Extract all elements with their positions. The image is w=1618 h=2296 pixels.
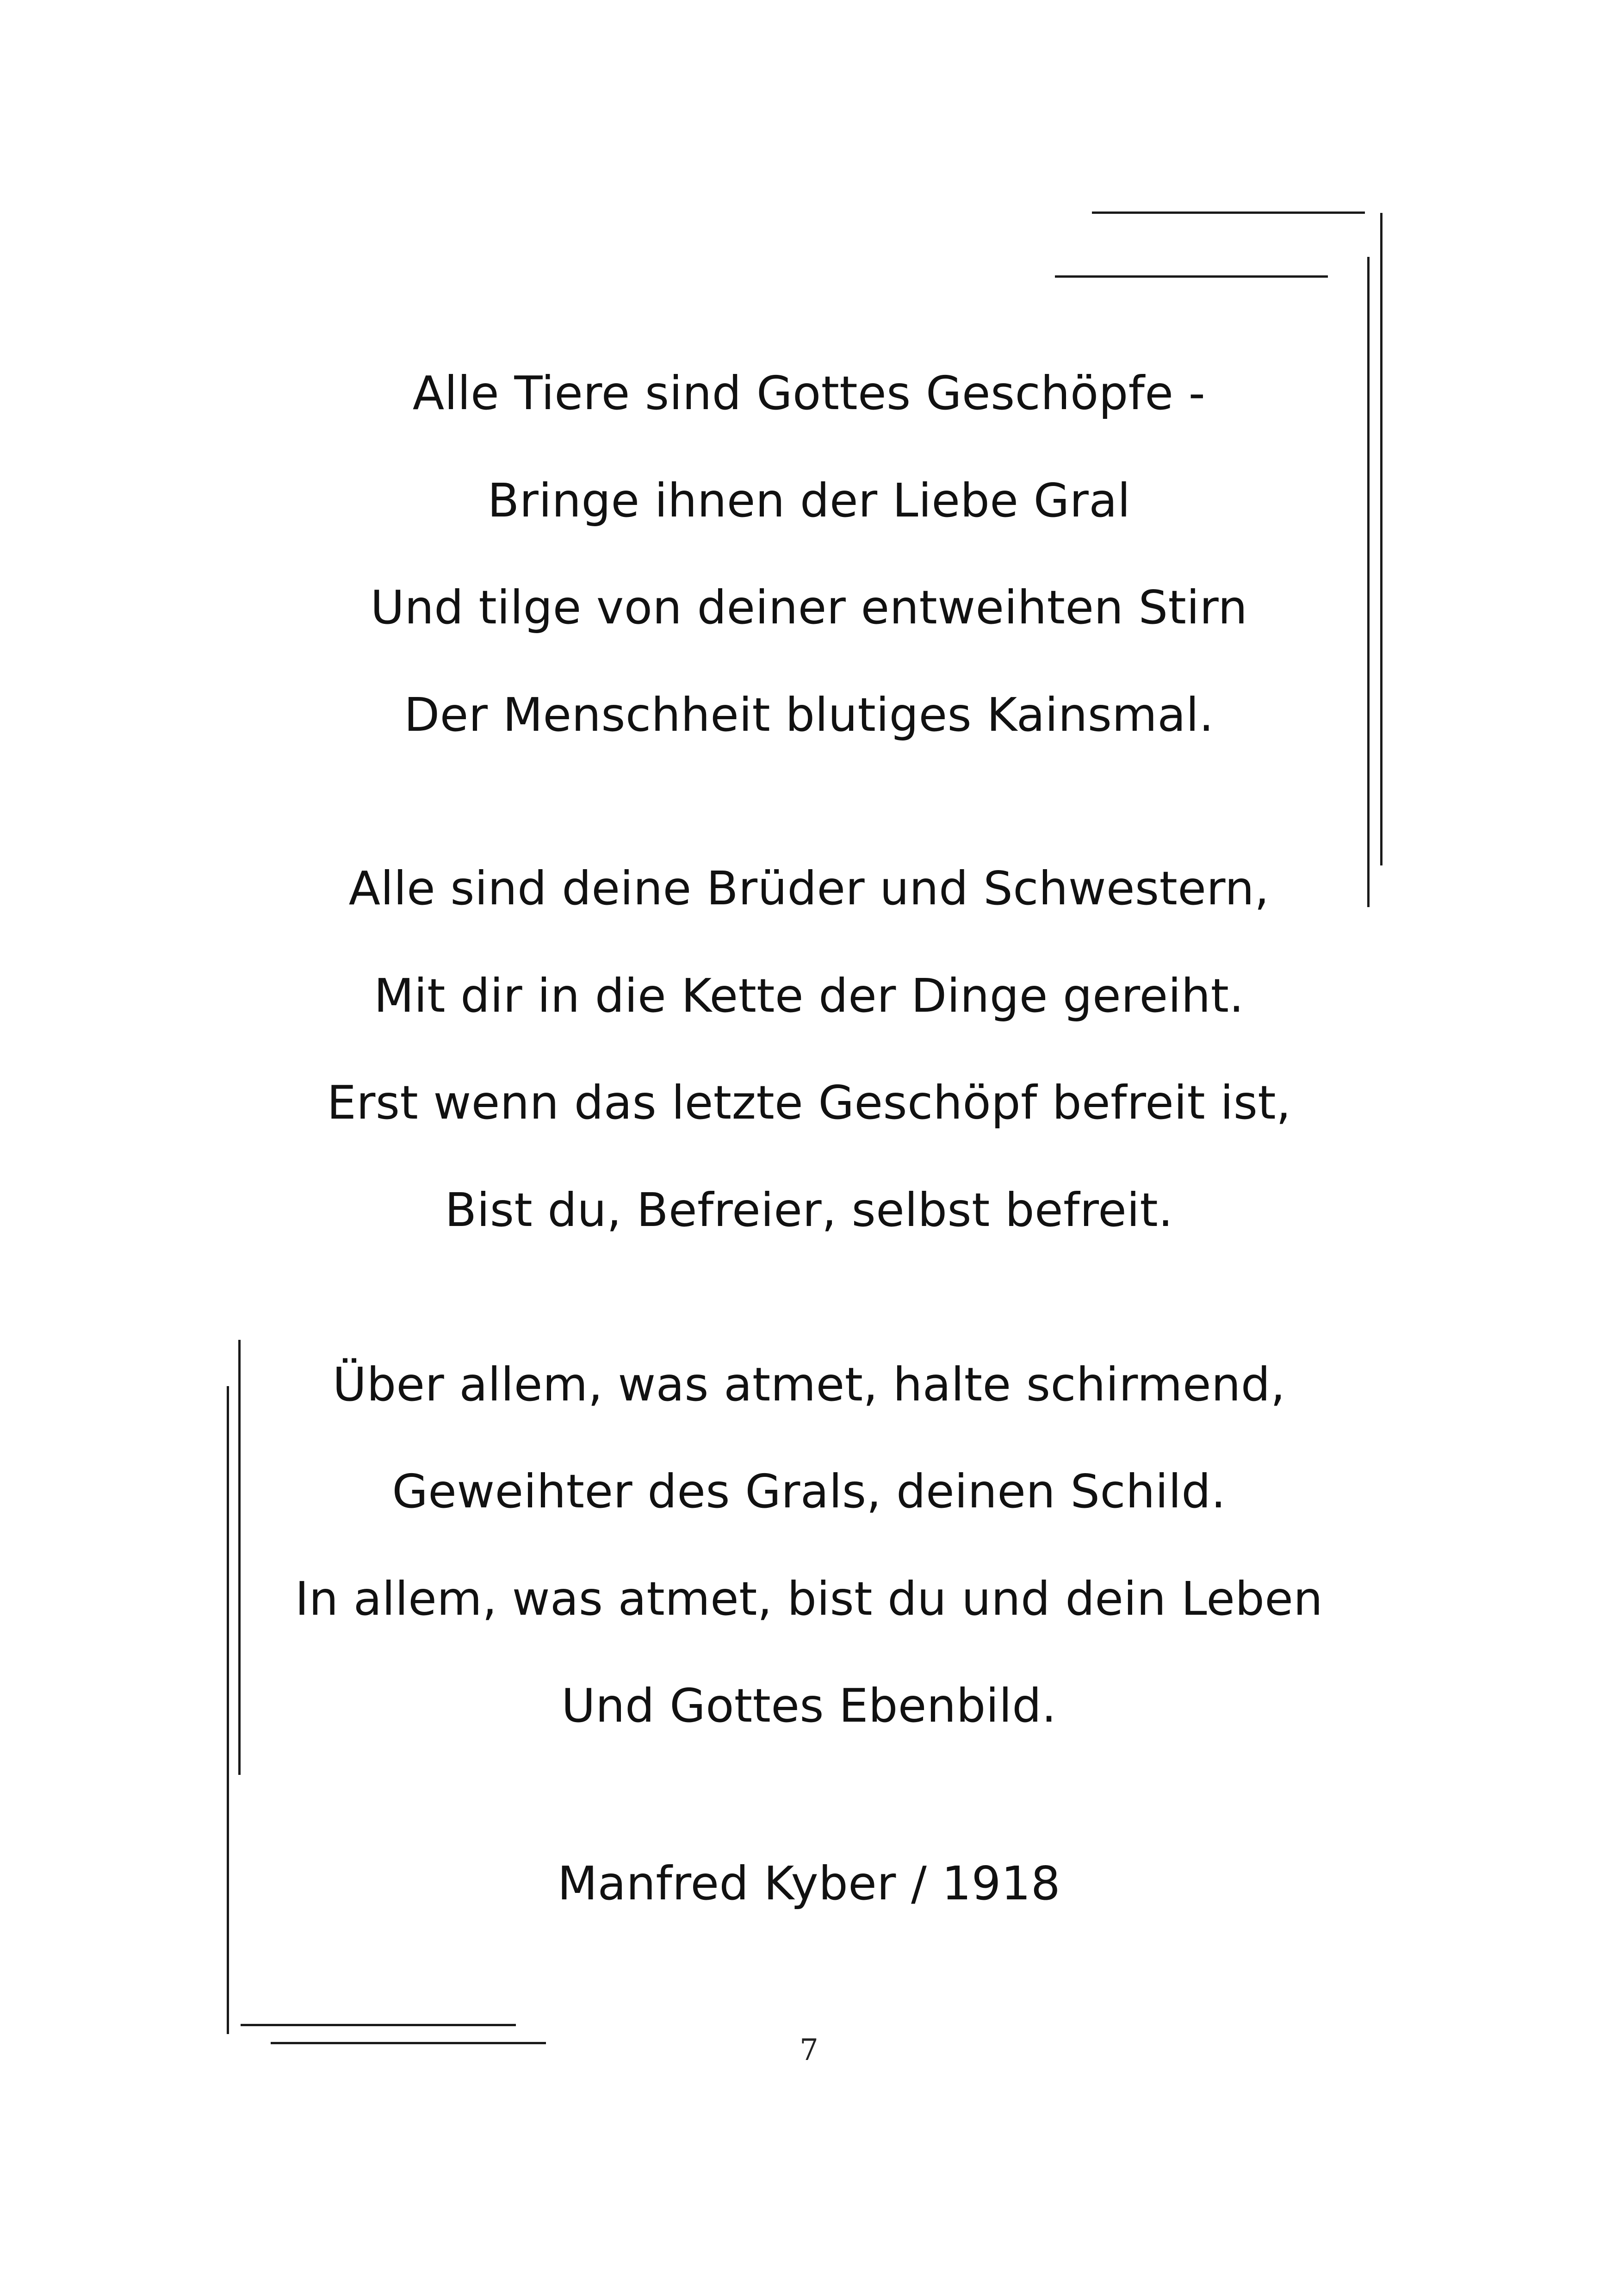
bottom-left-rule-upper xyxy=(241,2024,516,2026)
poem-line: In allem, was atmet, bist du und dein Leben xyxy=(295,1572,1323,1626)
poem-line: Bringe ihnen der Liebe Gral xyxy=(487,473,1131,528)
poem-line: Bist du, Befreier, selbst befreit. xyxy=(445,1183,1173,1237)
top-right-rule-lower xyxy=(1055,275,1328,278)
poem-line: Und tilge von deiner entweihten Stirn xyxy=(370,580,1248,635)
top-right-rule-upper xyxy=(1092,212,1365,214)
poem-line: Alle Tiere sind Gottes Geschöpfe - xyxy=(412,366,1206,420)
poem-line: Über allem, was atmet, halte schirmend, xyxy=(332,1357,1286,1412)
poem-line: Geweihter des Grals, deinen Schild. xyxy=(392,1464,1226,1518)
poem-line: Mit dir in die Kette der Dinge gereiht. xyxy=(374,969,1244,1023)
poem-attribution: Manfred Kyber / 1918 xyxy=(557,1856,1061,1910)
poem-line: Der Menschheit blutiges Kainsmal. xyxy=(404,688,1214,742)
poem-line: Und Gottes Ebenbild. xyxy=(561,1679,1057,1733)
page-number: 7 xyxy=(800,2033,818,2067)
top-right-rule-vertical-outer xyxy=(1380,213,1382,865)
poem-line: Alle sind deine Brüder und Schwestern, xyxy=(348,861,1270,915)
poem-line: Erst wenn das letzte Geschöpf befreit ist, xyxy=(327,1076,1291,1130)
